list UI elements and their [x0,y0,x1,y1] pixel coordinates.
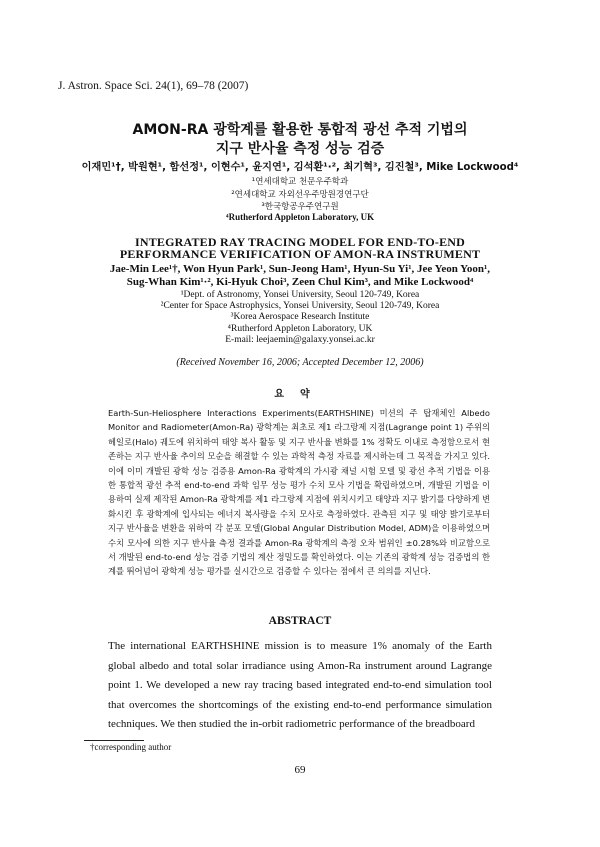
footnote: †corresponding author [90,742,172,752]
english-affiliation-4: ⁴Rutherford Appleton Laboratory, UK [227,324,373,334]
journal-citation: J. Astron. Space Sci. 24(1), 69–78 (2007) [58,80,249,92]
korean-abstract-body: Earth-Sun-Heliosphere Interactions Experiments(EARTHSHINE) 미션의 주 탑재체인 Albedo Monitor and Radiometer(Amon-Ra) 광학계는 최초로 제1 라그랑제 지점(Lagrange point 1) 주위의 헤일로(Halo) 궤도에 위치하여 태양 복사 활동 및 지구 반사율 변화를 1% 정확도 이내로 측정함으로서 현존하는 지구 반사율 추이의 모순을 해결할 수 있는 과학적 측정 자료를 제시하는데 그 목적을 가지고 있다. 이에 이미 개발된 광학 성능 검증용 Amon-Ra 광학계의 가시광 채널 시험 모델 및 광선 추적 기법을 이용한 통합적 광선 추적 end-to-end 과학 임무 성능 평가 수치 모사 기법을 확립하였으며, 개발된 기법을 이용하여 실제 제작된 Amon-Ra 광학계를 제1 라그랑제 지점에 위치시키고 태양과 지구 밝기를 다양하게 변화시킨 후 광학계에 입사되는 에너지 복사량을 수치 모사로 측정하였다. 관측된 지구 및 태양 밝기로부터 지구 반사율을 변환을 위하여 각 분포 모델(Global Angular Distribution Model, ADM)을 이용하였으며 수치 모사에 의한 지구 반사율 측정 결과를 Amon-Ra 광학계의 측정 오차 범위인 ±0.28%와 비교함으로서 개발된 end-to-end 성능 검증 기법의 계산 정밀도를 확인하였다. 이는 기존의 광학계 성능 검증법의 한계를 뛰어넘어 광학계 성능 평가를 실시간으로 검증할 수 있다는 점에서 큰 의의를 지닌다. [108,408,490,577]
english-authors-line1: Jae-Min Lee¹†, Won Hyun Park¹, Sun-Jeong Ham¹, Hyun-Su Yi¹, Jee Yeon Yoon¹, [109,263,491,275]
korean-affiliation-4: ⁴Rutherford Appleton Laboratory, UK [225,212,375,222]
korean-affiliation-2: ²연세대학교 자외선우주망원경연구단 [231,190,369,200]
author-email: E-mail: leejaemin@galaxy.yonsei.ac.kr [225,335,375,345]
english-title-line2: PERFORMANCE VERIFICATION OF AMON-RA INSTRUMENT [119,247,481,261]
korean-title-line2: 지구 반사율 측정 성능 검증 [215,141,385,157]
english-title-line1: INTEGRATED RAY TRACING MODEL FOR END-TO-END [134,235,466,249]
korean-affiliation-3: ³한국항공우주연구원 [261,202,339,212]
abstract-body: The international EARTHSHINE mission is to measure 1% anomaly of the Earth global albedo and total solar irradiance using Amon-Ra instrument around Lagrange point 1. We developed a new ray tracing based integrated end-to-end simulation tool that overcomes the shortcomings of the existing end-to-end performance simulation techniques. We then studied the in-orbit radiometric performance of the breadboard [108,640,492,730]
english-authors-line2: Sug-Whan Kim¹·², Ki-Hyuk Choi³, Zeen Chul Kim³, and Mike Lockwood⁴ [126,276,474,288]
abstract-heading: ABSTRACT [268,615,332,627]
korean-title-line1: AMON-RA 광학계를 활용한 통합적 광선 추적 기법의 [132,122,468,138]
received-dates: (Received November 16, 2006; Accepted December 12, 2006) [176,357,424,368]
footnote-divider [84,740,144,741]
english-affiliation-1: ¹Dept. of Astronomy, Yonsei University, Seoul 120-749, Korea [180,290,420,300]
korean-affiliation-1: ¹연세대학교 천문우주학과 [251,177,349,187]
korean-abstract-heading: 요약 [274,389,326,400]
korean-authors: 이재민¹†, 박원현¹, 함선정¹, 이현수¹, 윤지연¹, 김석환¹·², 최기혁³, 김진철³, Mike Lockwood⁴ [81,162,519,173]
english-affiliation-3: ³Korea Aerospace Research Institute [230,312,370,322]
english-affiliation-2: ²Center for Space Astrophysics, Yonsei University, Seoul 120-749, Korea [160,301,440,311]
page-number: 69 [294,764,306,776]
